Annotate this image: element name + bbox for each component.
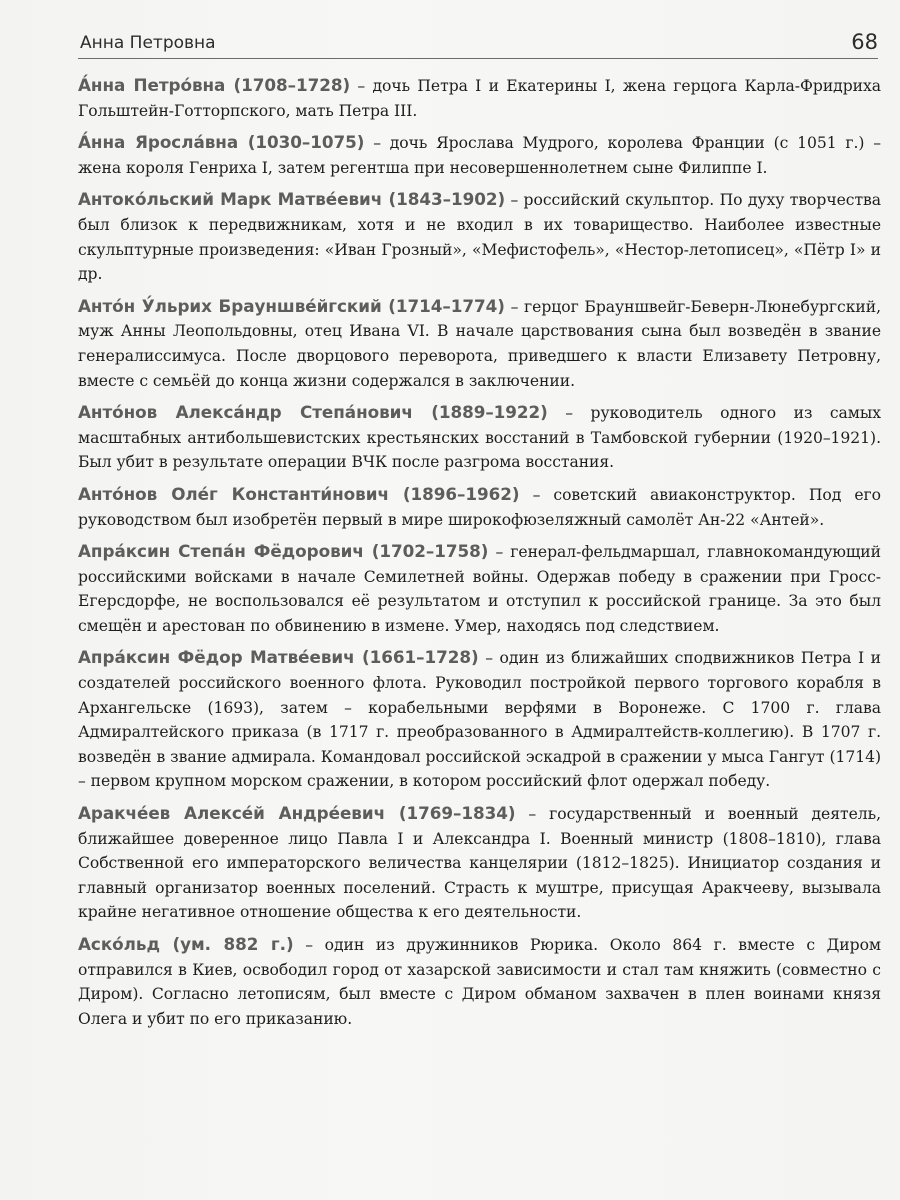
entry bbox=[78, 539, 881, 638]
entry-text: – российский скульптор. По духу творчества был близок к передвижникам, хотя и не входил в их товарищество. Наиболее известные скульптурные произведения: «Иван Грозный», «Мефистофель», «Нестор-летописец», «Пётр I» и др. bbox=[78, 191, 881, 284]
entry-text: – дочь Петра I и Екатерины I, жена герцога Карла-Фридриха Гольштейн-Готторпского, мать Петра III. bbox=[78, 77, 882, 120]
entry-headword: Аско́льд (ум. 882 г.) bbox=[78, 934, 294, 954]
entry-text: – руководитель одного из самых масштабных антибольшевистских крестьянских восстаний в Тамбовской губернии (1920–1921). Был убит в результате операции ВЧК после разгрома восстания. bbox=[78, 404, 881, 472]
entry-headword: Анто́нов Оле́г Константи́нович (1896–1962) bbox=[78, 483, 520, 504]
running-head: Анна Петровна bbox=[80, 33, 216, 53]
page-number: 68 bbox=[851, 30, 878, 54]
entry-text: – один из ближайших сподвижников Петра I и создателей российского военного флота. Руководил постройкой первого торгового корабля в Архангельске (1693), затем – корабельными верфями в Воронеже. С 1700 г. глава Адмиралтейского приказа (в 1717 г. преобразованного в Адмиралтейств-коллегию). В 1707 г. возведён в звание адмирала. Командовал российской эскадрой в сражении у мыса Гангут (1714) – первом крупном морском сражении, в котором российский флот одержал победу. bbox=[78, 649, 881, 791]
entry-headword: Апра́ксин Фёдор Матве́евич (1661–1728) bbox=[78, 647, 479, 668]
entry-headword: Антоко́льский Марк Матве́евич (1843–1902) bbox=[78, 189, 506, 210]
page-header bbox=[78, 28, 878, 59]
entry-text: – один из дружинников Рюрика. Около 864 г. вместе с Диром отправился в Киев, освободил город от хазарской зависимости и стал там княжить (совместно с Диром). Согласно летописям, был вместе с Диром обманом захвачен в плен воинами князя Олега и убит по его приказанию. bbox=[78, 936, 881, 1028]
entry-headword: Анто́нов Алекса́ндр Степа́нович (1889–1922) bbox=[78, 402, 548, 423]
entry bbox=[78, 130, 881, 180]
entry-headword: Анто́н У́льрих Брауншве́йгский (1714–1774) bbox=[78, 295, 505, 316]
entry-text: – герцог Брауншвейг-Беверн-Люнебургский, муж Анны Леопольдовны, отец Ивана VI. В начале царствования сына был возведён в звание генералиссимуса. После дворцового переворота, приведшего к власти Елизавету Петровну, вместе с семьёй до конца жизни содержался в заключении. bbox=[78, 297, 882, 390]
entry bbox=[78, 801, 881, 925]
entry-text: – дочь Ярослава Мудрого, королева Франции (с 1051 г.) – жена короля Генриха I, затем регентша при несовершеннолетнем сыне Филиппе I. bbox=[78, 134, 881, 177]
entry bbox=[78, 400, 881, 475]
entry-headword: А́нна Петро́вна (1708–1728) bbox=[78, 75, 351, 95]
entry bbox=[78, 482, 881, 532]
entry-text: – генерал-фельдмаршал, главнокомандующий российскими войсками в начале Семилетней войны. Одержав победу в сражении при Гросс-Егерсдорфе, не воспользовался её результатом и отступил к российской границе. За это был смещён и арестован по обвинению в измене. Умер, находясь под следствием. bbox=[78, 543, 881, 635]
entry bbox=[78, 645, 881, 794]
entry-text: – советский авиаконструктор. Под его руководством был изобретён первый в мире широкофюзеляжный самолёт Ан-22 «Антей». bbox=[78, 485, 882, 529]
entry bbox=[78, 294, 881, 393]
entry-text: – государственный и военный деятель, ближайшее доверенное лицо Павла I и Александра I. Военный министр (1808–1810), глава Собственной его императорского величества канцелярии (1812–1825). Инициатор создания и главный организатор военных поселений. Страсть к муштре, присущая Аракчееву, вызывала крайне негативное отношение общества к его деятельности. bbox=[78, 805, 881, 922]
entry-headword: Апра́ксин Степа́н Фёдорович (1702–1758) bbox=[78, 541, 489, 562]
entry bbox=[78, 187, 881, 286]
entry-headword: А́нна Яросла́вна (1030–1075) bbox=[78, 132, 365, 153]
entry-headword: Аракче́ев Алексе́й Андре́евич (1769–1834) bbox=[78, 803, 516, 824]
entry bbox=[78, 73, 881, 123]
dictionary-entries bbox=[78, 73, 881, 1038]
entry bbox=[78, 932, 881, 1031]
